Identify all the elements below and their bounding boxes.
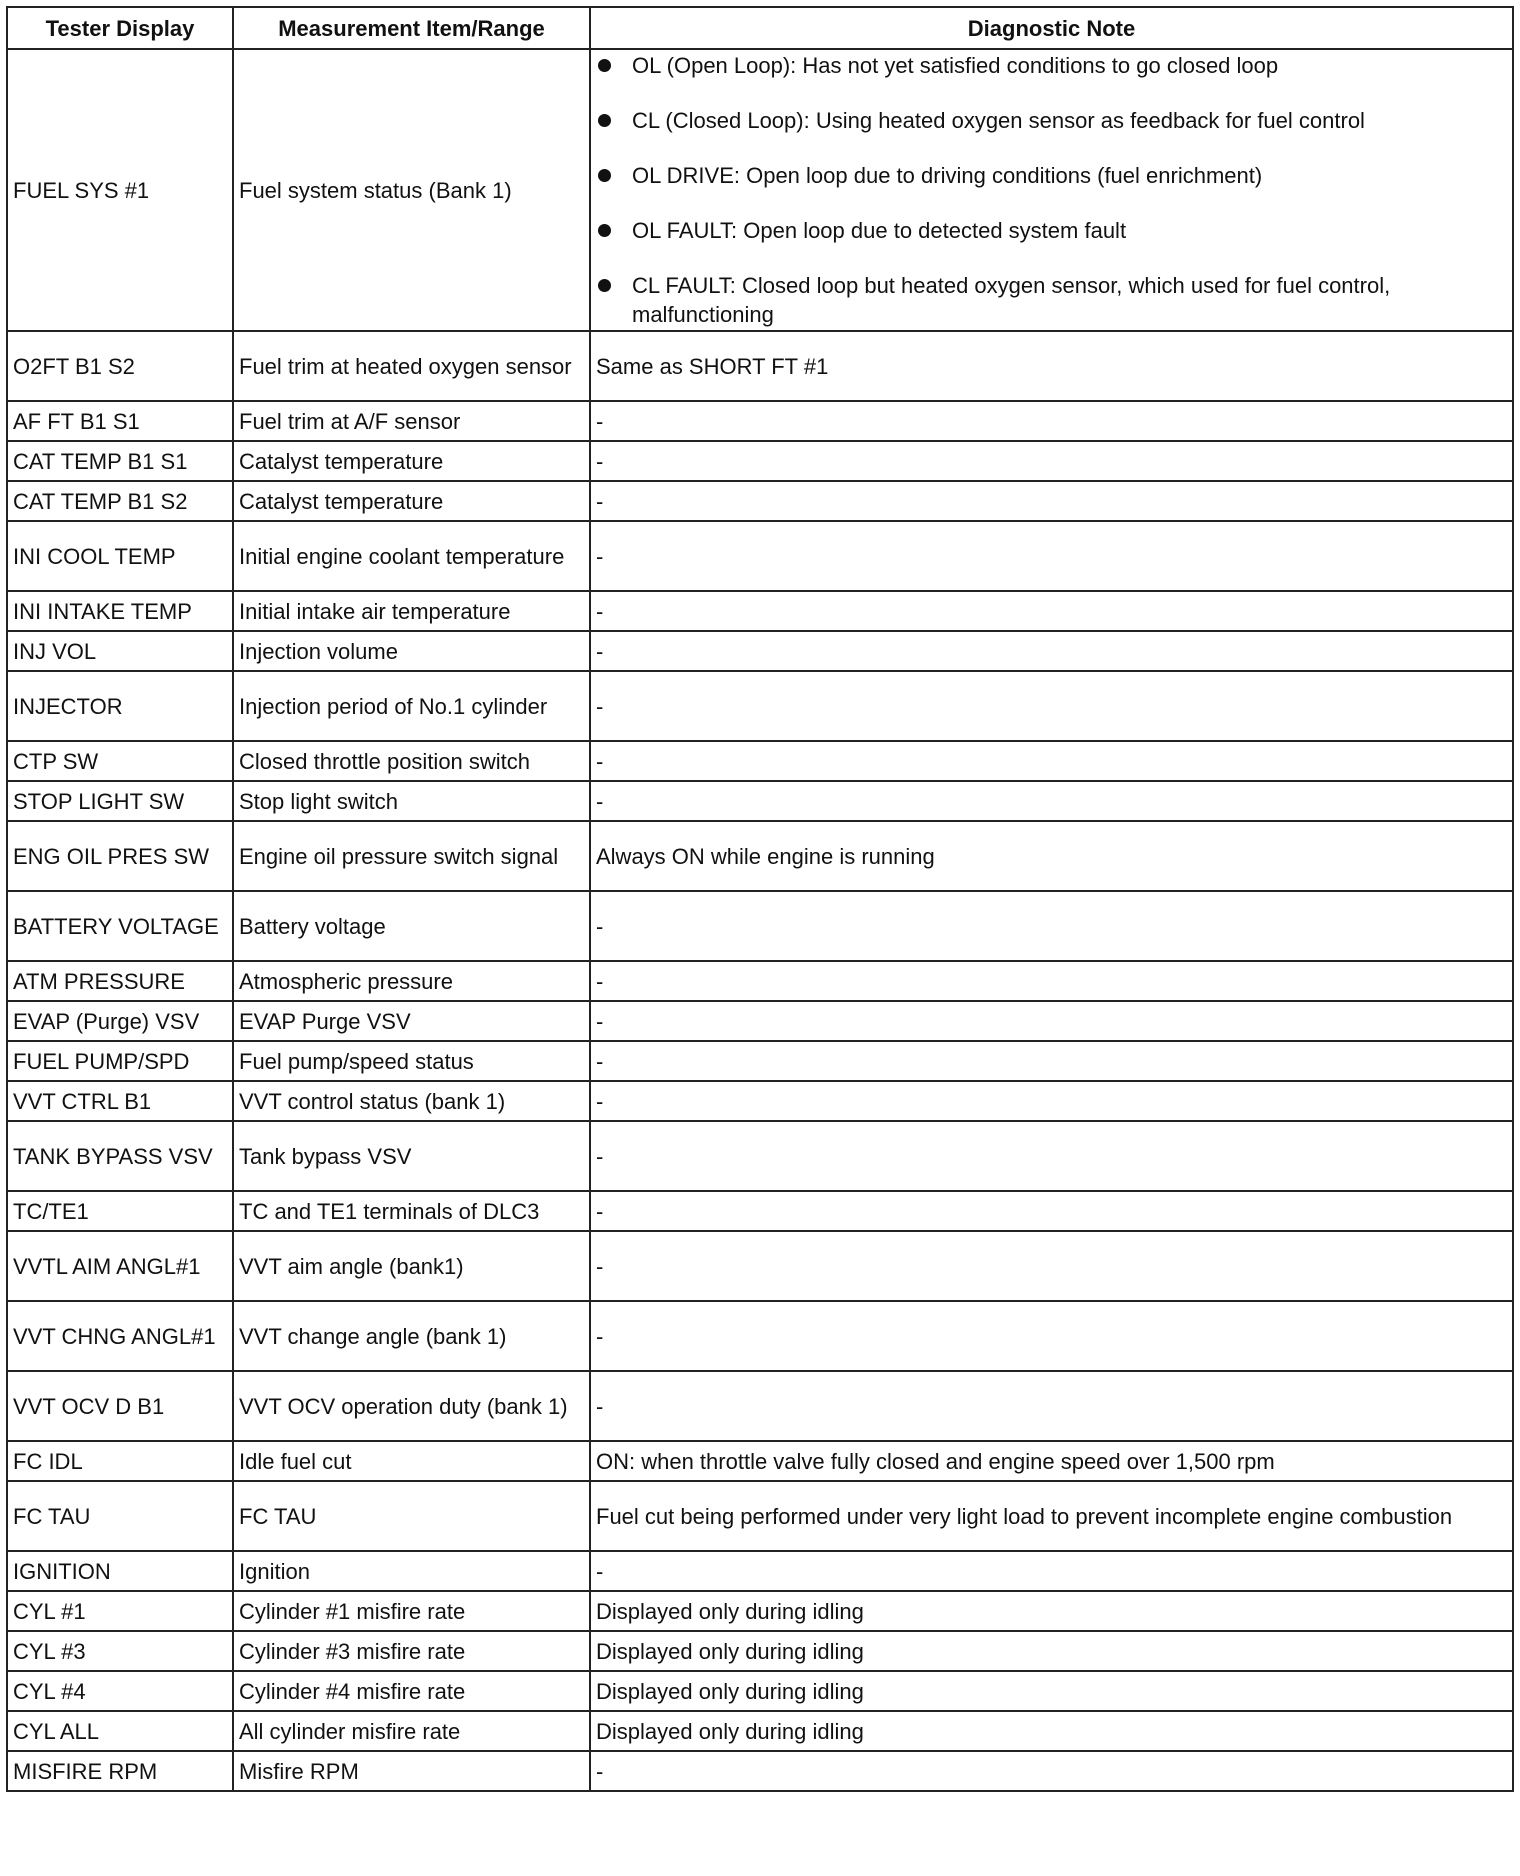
note-item (596, 51, 1507, 80)
header-diagnostic-note: Diagnostic Note (590, 7, 1513, 49)
tester-display-cell: CTP SW (7, 741, 233, 781)
table-row (7, 441, 1513, 481)
note-item (596, 161, 1507, 190)
diagnostic-note-cell: - (590, 1191, 1513, 1231)
measurement-item-cell: VVT OCV operation duty (bank 1) (233, 1371, 590, 1441)
measurement-item-cell: Cylinder #1 misfire rate (233, 1591, 590, 1631)
measurement-item-cell: Cylinder #3 misfire rate (233, 1631, 590, 1671)
table-row-fuel-sys (7, 49, 1513, 331)
diagnostic-note-cell: - (590, 961, 1513, 1001)
bullet-icon (598, 114, 611, 127)
diagnostic-note-cell: - (590, 1551, 1513, 1591)
diagnostic-note-cell: Always ON while engine is running (590, 821, 1513, 891)
measurement-item-cell: Cylinder #4 misfire rate (233, 1671, 590, 1711)
diagnostic-note-cell: Same as SHORT FT #1 (590, 331, 1513, 401)
measurement-item-cell: Stop light switch (233, 781, 590, 821)
diagnostic-note-cell: - (590, 481, 1513, 521)
measurement-item-cell: Ignition (233, 1551, 590, 1591)
tester-display-cell: CYL ALL (7, 1711, 233, 1751)
diagnostic-note-cell: - (590, 1371, 1513, 1441)
note-text: CL FAULT: Closed loop but heated oxygen sensor, which used for fuel control, malfunctioning (632, 273, 1391, 327)
table-row (7, 591, 1513, 631)
tester-display-cell: IGNITION (7, 1551, 233, 1591)
note-text: OL FAULT: Open loop due to detected system fault (632, 218, 1127, 243)
tester-display-cell: FUEL PUMP/SPD (7, 1041, 233, 1081)
table-row (7, 671, 1513, 741)
diagnostic-note-cell: - (590, 521, 1513, 591)
table-row (7, 1301, 1513, 1371)
note-text: OL (Open Loop): Has not yet satisfied conditions to go closed loop (632, 53, 1279, 78)
bullet-icon (598, 59, 611, 72)
diagnostic-note-list (596, 51, 1507, 329)
diagnostic-note-cell: Fuel cut being performed under very light load to prevent incomplete engine combustion (590, 1481, 1513, 1551)
diagnostic-note-cell: - (590, 1301, 1513, 1371)
diagnostic-note-cell: - (590, 1001, 1513, 1041)
table-row (7, 1591, 1513, 1631)
note-item (596, 271, 1507, 329)
tester-display-cell: CAT TEMP B1 S2 (7, 481, 233, 521)
tester-display-cell: FC IDL (7, 1441, 233, 1481)
measurement-item-cell: Initial intake air temperature (233, 591, 590, 631)
tester-display-cell: VVT OCV D B1 (7, 1371, 233, 1441)
table-row (7, 1191, 1513, 1231)
measurement-item-cell: Closed throttle position switch (233, 741, 590, 781)
tester-display-cell: VVT CTRL B1 (7, 1081, 233, 1121)
note-item (596, 106, 1507, 135)
table-row (7, 741, 1513, 781)
table-row (7, 961, 1513, 1001)
table-row (7, 1671, 1513, 1711)
tester-display-cell: CAT TEMP B1 S1 (7, 441, 233, 481)
measurement-item-cell: Initial engine coolant temperature (233, 521, 590, 591)
tester-display-cell: TC/TE1 (7, 1191, 233, 1231)
tester-display-cell: INJECTOR (7, 671, 233, 741)
table-row (7, 1121, 1513, 1191)
table-row (7, 401, 1513, 441)
table-row (7, 891, 1513, 961)
table-row (7, 781, 1513, 821)
table-row (7, 1041, 1513, 1081)
measurement-item-cell: Catalyst temperature (233, 481, 590, 521)
tester-display-cell: AF FT B1 S1 (7, 401, 233, 441)
diagnostic-note-cell (590, 49, 1513, 331)
diagnostic-note-cell: - (590, 1231, 1513, 1301)
tester-display-cell: STOP LIGHT SW (7, 781, 233, 821)
bullet-icon (598, 224, 611, 237)
measurement-item-cell: Atmospheric pressure (233, 961, 590, 1001)
bullet-icon (598, 279, 611, 292)
measurement-item-cell: Idle fuel cut (233, 1441, 590, 1481)
measurement-item-cell: VVT aim angle (bank1) (233, 1231, 590, 1301)
table-row (7, 331, 1513, 401)
diagnostic-note-cell: ON: when throttle valve fully closed and engine speed over 1,500 rpm (590, 1441, 1513, 1481)
tester-display-cell: ATM PRESSURE (7, 961, 233, 1001)
measurement-item-cell: Injection volume (233, 631, 590, 671)
table-row (7, 1371, 1513, 1441)
measurement-item-cell: Engine oil pressure switch signal (233, 821, 590, 891)
table-row (7, 821, 1513, 891)
measurement-item-cell: TC and TE1 terminals of DLC3 (233, 1191, 590, 1231)
tester-display-cell: MISFIRE RPM (7, 1751, 233, 1791)
tester-display-cell: CYL #1 (7, 1591, 233, 1631)
measurement-item-cell: EVAP Purge VSV (233, 1001, 590, 1041)
note-text: OL DRIVE: Open loop due to driving conditions (fuel enrichment) (632, 163, 1263, 188)
tester-display-cell: FUEL SYS #1 (7, 49, 233, 331)
diagnostic-note-cell: - (590, 741, 1513, 781)
tester-display-cell: O2FT B1 S2 (7, 331, 233, 401)
table-row (7, 1001, 1513, 1041)
tester-display-cell: BATTERY VOLTAGE (7, 891, 233, 961)
diagnostic-note-cell: - (590, 891, 1513, 961)
measurement-item-cell: Misfire RPM (233, 1751, 590, 1791)
tester-display-cell: VVT CHNG ANGL#1 (7, 1301, 233, 1371)
table-row (7, 1441, 1513, 1481)
table-header-row (7, 7, 1513, 49)
table-row (7, 631, 1513, 671)
table-row (7, 1081, 1513, 1121)
diagnostic-note-cell: Displayed only during idling (590, 1591, 1513, 1631)
table-row (7, 1711, 1513, 1751)
measurement-item-cell: Catalyst temperature (233, 441, 590, 481)
table-row (7, 1481, 1513, 1551)
header-measurement-item: Measurement Item/Range (233, 7, 590, 49)
diagnostic-note-cell: - (590, 1751, 1513, 1791)
measurement-item-cell: VVT change angle (bank 1) (233, 1301, 590, 1371)
measurement-item-cell: Tank bypass VSV (233, 1121, 590, 1191)
measurement-item-cell: FC TAU (233, 1481, 590, 1551)
measurement-item-cell: Fuel system status (Bank 1) (233, 49, 590, 331)
tester-display-cell: INI COOL TEMP (7, 521, 233, 591)
diagnostic-note-cell: Displayed only during idling (590, 1711, 1513, 1751)
tester-display-cell: FC TAU (7, 1481, 233, 1551)
tester-display-cell: VVTL AIM ANGL#1 (7, 1231, 233, 1301)
measurement-item-cell: Fuel pump/speed status (233, 1041, 590, 1081)
diagnostic-note-cell: - (590, 671, 1513, 741)
data-list-table (6, 6, 1514, 1792)
diagnostic-note-cell: - (590, 1121, 1513, 1191)
tester-display-cell: EVAP (Purge) VSV (7, 1001, 233, 1041)
diagnostic-note-cell: - (590, 631, 1513, 671)
bullet-icon (598, 169, 611, 182)
table-row (7, 1631, 1513, 1671)
table-row (7, 1231, 1513, 1301)
measurement-item-cell: Fuel trim at A/F sensor (233, 401, 590, 441)
table-row (7, 1751, 1513, 1791)
note-item (596, 216, 1507, 245)
diagnostic-note-cell: - (590, 1081, 1513, 1121)
measurement-item-cell: VVT control status (bank 1) (233, 1081, 590, 1121)
tester-display-cell: CYL #4 (7, 1671, 233, 1711)
measurement-item-cell: Injection period of No.1 cylinder (233, 671, 590, 741)
tester-display-cell: INJ VOL (7, 631, 233, 671)
diagnostic-note-cell: - (590, 781, 1513, 821)
measurement-item-cell: All cylinder misfire rate (233, 1711, 590, 1751)
diagnostic-note-cell: - (590, 401, 1513, 441)
tester-display-cell: CYL #3 (7, 1631, 233, 1671)
diagnostic-note-cell: Displayed only during idling (590, 1631, 1513, 1671)
table-row (7, 521, 1513, 591)
diagnostic-note-cell: - (590, 441, 1513, 481)
diagnostic-note-cell: Displayed only during idling (590, 1671, 1513, 1711)
note-text: CL (Closed Loop): Using heated oxygen sensor as feedback for fuel control (632, 108, 1365, 133)
diagnostic-note-cell: - (590, 1041, 1513, 1081)
measurement-item-cell: Fuel trim at heated oxygen sensor (233, 331, 590, 401)
header-tester-display: Tester Display (7, 7, 233, 49)
tester-display-cell: ENG OIL PRES SW (7, 821, 233, 891)
measurement-item-cell: Battery voltage (233, 891, 590, 961)
table-row (7, 481, 1513, 521)
table-row (7, 1551, 1513, 1591)
tester-display-cell: INI INTAKE TEMP (7, 591, 233, 631)
diagnostic-note-cell: - (590, 591, 1513, 631)
tester-display-cell: TANK BYPASS VSV (7, 1121, 233, 1191)
